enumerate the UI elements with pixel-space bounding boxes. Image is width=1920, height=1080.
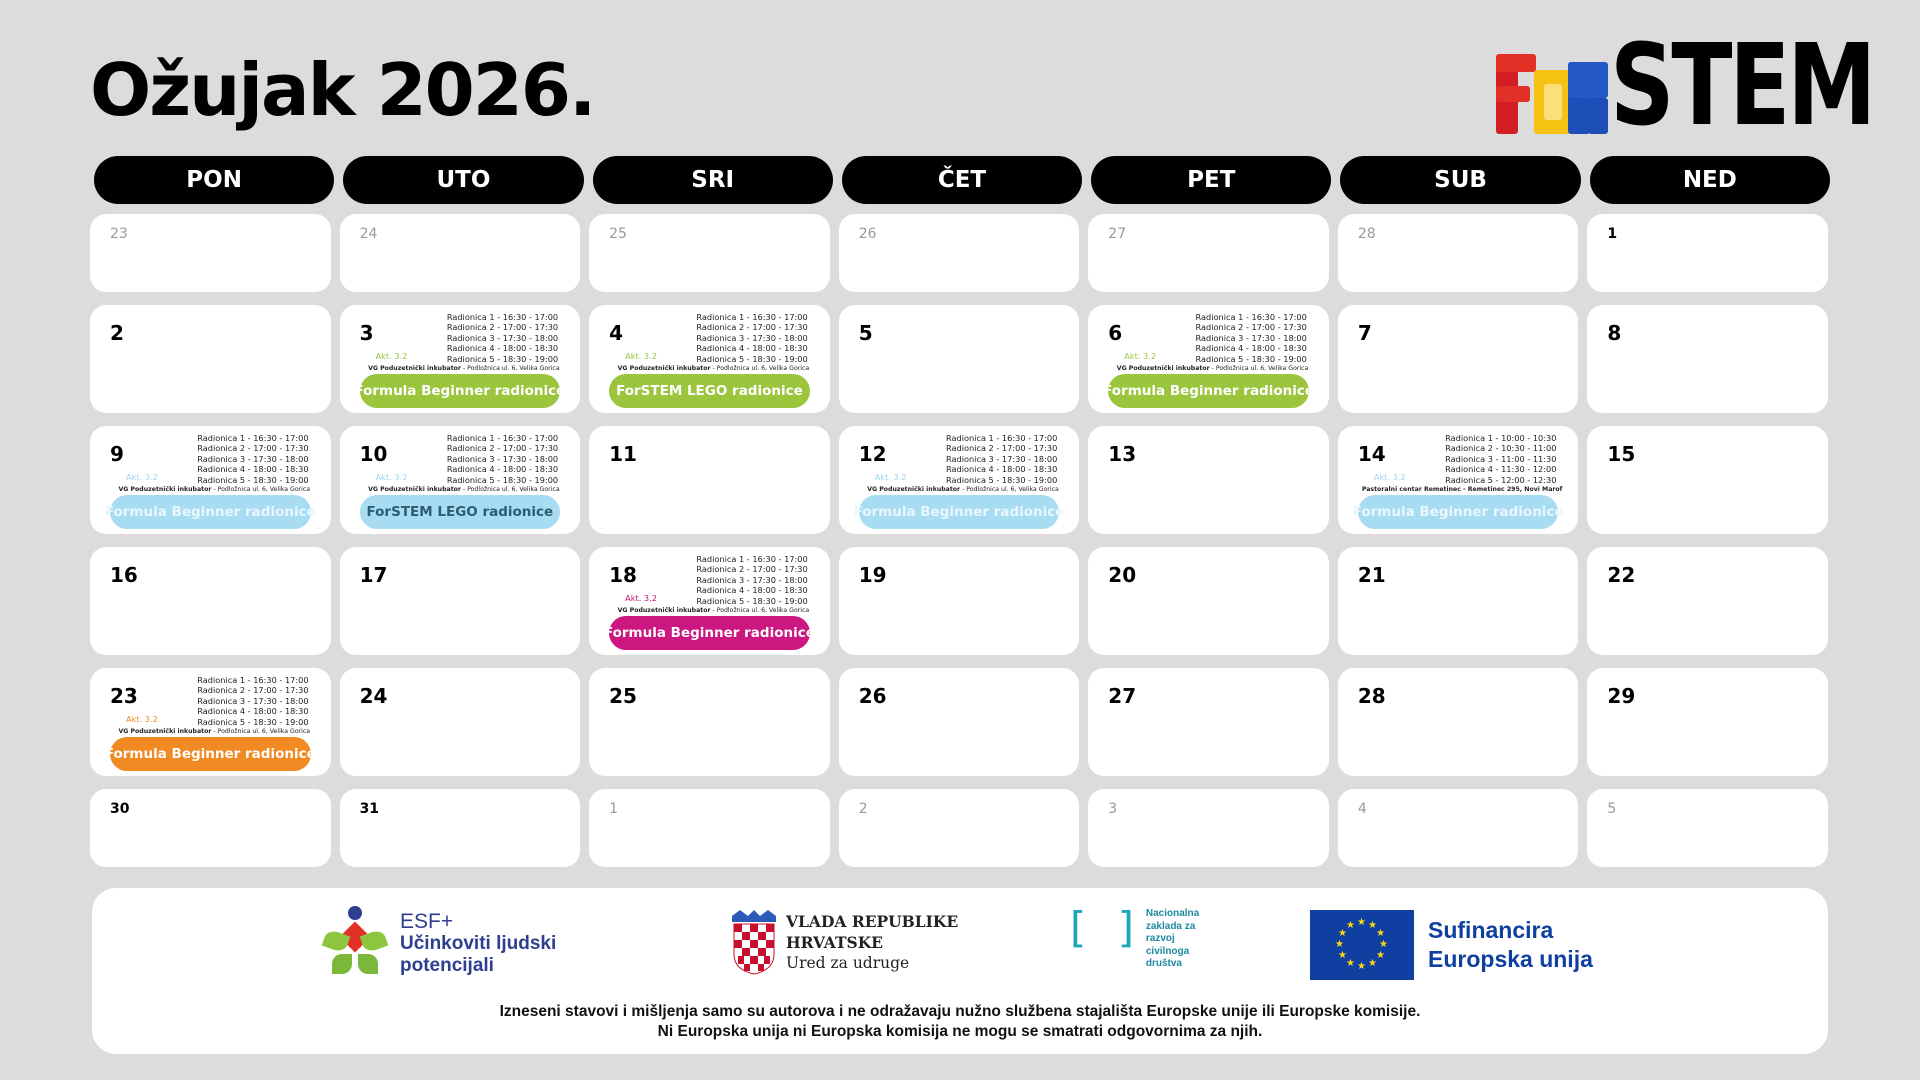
- location-address: - Podložnica ul. 6, Velika Gorica: [460, 365, 560, 372]
- day-number: 3: [359, 321, 374, 345]
- day-number: 16: [110, 563, 138, 587]
- location-name: VG Poduzetnički inkubator: [1116, 365, 1210, 372]
- location-address: - Podložnica ul. 6, Velika Gorica: [1209, 365, 1309, 372]
- schedule-line: Radionica 3 - 17:30 - 18:00: [197, 453, 309, 464]
- eu-star-icon: ★: [1337, 928, 1347, 939]
- location-address: - Podložnica ul. 6, Velika Gorica: [960, 486, 1059, 493]
- workshop-schedule: [696, 554, 807, 606]
- eu-star-icon: ★: [1335, 939, 1344, 950]
- day-cell[interactable]: [340, 305, 581, 413]
- esf-subtitle-1: Učinkoviti ljudski: [400, 933, 557, 954]
- event-location: [609, 365, 818, 372]
- day-cell[interactable]: [839, 789, 1080, 867]
- schedule-line: Radionica 4 - 18:00 - 18:30: [197, 706, 309, 717]
- nzr-line: zaklada za: [1145, 920, 1196, 932]
- day-number: 12: [858, 442, 887, 466]
- location-address: - Podložnica ul. 6, Velika Gorica: [710, 607, 810, 614]
- schedule-line: Radionica 5 - 18:30 - 19:00: [945, 474, 1058, 485]
- day-number: 15: [1607, 442, 1636, 466]
- activity-code: Akt. 3.2: [1373, 472, 1406, 482]
- day-cell[interactable]: [1088, 547, 1329, 655]
- schedule-line: Radionica 5 - 18:30 - 19:00: [446, 474, 559, 485]
- day-cell[interactable]: [1338, 305, 1579, 413]
- day-cell[interactable]: [589, 214, 830, 292]
- event-location: [859, 486, 1068, 493]
- weekday-header: NED: [1590, 156, 1830, 204]
- vlada-name-1: VLADA REPUBLIKE: [786, 911, 959, 931]
- day-cell[interactable]: [90, 789, 331, 867]
- schedule-line: Radionica 2 - 17:00 - 17:30: [446, 443, 559, 454]
- location-name: VG Poduzetnički inkubator: [867, 486, 961, 493]
- eu-star-icon: ★: [1346, 958, 1355, 970]
- vlada-office: Ured za udruge: [786, 953, 910, 972]
- day-number: 17: [359, 563, 388, 587]
- day-cell[interactable]: [1338, 789, 1579, 867]
- schedule-line: Radionica 4 - 18:00 - 18:30: [446, 464, 559, 475]
- location-address: - Podložnica ul. 6, Velika Gorica: [211, 728, 311, 735]
- event-pill[interactable]: ForSTEM LEGO radionice: [609, 374, 810, 408]
- location-name: VG Poduzetnički inkubator: [368, 365, 461, 372]
- day-number: 29: [1607, 684, 1636, 708]
- eu-cofunded-logo: [1310, 910, 1593, 980]
- schedule-line: Radionica 1 - 16:30 - 17:00: [1195, 312, 1307, 322]
- day-number: 3: [1108, 801, 1118, 817]
- schedule-line: Radionica 3 - 17:30 - 18:00: [1195, 332, 1307, 343]
- vlada-name-2: HRVATSKE: [786, 932, 883, 952]
- activity-code: Akt. 3.2: [375, 472, 408, 482]
- weekday-header: ČET: [842, 156, 1082, 204]
- schedule-line: Radionica 4 - 18:00 - 18:30: [696, 585, 808, 596]
- activity-code: Akt. 3.2: [874, 472, 907, 482]
- event-pill[interactable]: Formula Beginner radionice: [1358, 495, 1559, 529]
- event-location: [110, 728, 319, 735]
- event-pill[interactable]: Formula Beginner radionice: [859, 495, 1060, 529]
- day-number: 14: [1357, 442, 1386, 466]
- schedule-line: Radionica 5 - 18:30 - 19:00: [1195, 353, 1307, 364]
- event-location: [1108, 365, 1317, 372]
- workshop-schedule: [696, 312, 807, 364]
- schedule-line: Radionica 1 - 16:30 - 17:00: [197, 433, 309, 443]
- schedule-line: Radionica 2 - 17:00 - 17:30: [696, 564, 808, 575]
- schedule-line: Radionica 5 - 18:30 - 19:00: [696, 353, 808, 364]
- workshop-schedule: [1445, 433, 1556, 485]
- schedule-line: Radionica 1 - 16:30 - 17:00: [696, 312, 808, 322]
- day-cell[interactable]: [1587, 789, 1828, 867]
- day-cell[interactable]: [589, 426, 830, 534]
- schedule-line: Radionica 3 - 17:30 - 18:00: [446, 332, 559, 343]
- day-cell[interactable]: [1587, 547, 1828, 655]
- nzr-line: Nacionalna: [1145, 908, 1200, 919]
- schedule-line: Radionica 5 - 18:30 - 19:00: [696, 595, 808, 606]
- location-name: VG Poduzetnički inkubator: [617, 607, 711, 614]
- schedule-line: Radionica 1 - 16:30 - 17:00: [446, 312, 559, 322]
- schedule-line: Radionica 4 - 11:30 - 12:00: [1445, 464, 1557, 475]
- schedule-line: Radionica 2 - 10:30 - 11:00: [1445, 443, 1557, 454]
- day-number: 25: [609, 226, 627, 242]
- activity-code: Akt. 3.2: [625, 593, 657, 603]
- disclaimer: [92, 1002, 1828, 1042]
- day-cell[interactable]: [1088, 789, 1329, 867]
- weekday-header: UTO: [343, 156, 583, 204]
- eu-union-label: Europska unija: [1428, 946, 1593, 972]
- day-cell[interactable]: [90, 214, 331, 292]
- disclaimer-line-1: Izneseni stavovi i mišljenja samo su autorova i ne odražavaju nužno službena stajališta Europske unije ili Europske komisije.: [499, 1003, 1421, 1020]
- day-number: 28: [1357, 226, 1376, 242]
- day-number: 7: [1357, 321, 1372, 345]
- event-location: [609, 607, 818, 614]
- schedule-line: Radionica 1 - 10:00 - 10:30: [1445, 433, 1557, 443]
- eu-flag-icon: [1310, 910, 1414, 980]
- day-number: 6: [1108, 321, 1123, 345]
- nzr-line: civilnoga: [1145, 945, 1190, 957]
- day-cell[interactable]: [839, 547, 1080, 655]
- funding-footer: [92, 888, 1828, 1054]
- schedule-line: Radionica 5 - 18:30 - 19:00: [446, 353, 559, 364]
- esf-logo: [322, 906, 556, 982]
- day-cell[interactable]: [90, 668, 331, 776]
- weekday-header: SRI: [593, 156, 833, 204]
- day-number: 9: [110, 442, 124, 466]
- day-number: 26: [858, 684, 887, 708]
- event-location: [360, 365, 569, 372]
- day-cell[interactable]: [839, 305, 1080, 413]
- activity-code: Akt. 3.2: [1124, 351, 1157, 361]
- day-number: 27: [1108, 226, 1127, 242]
- workshop-schedule: [197, 675, 308, 727]
- page-title: Ožujak 2026.: [90, 48, 595, 132]
- schedule-line: Radionica 4 - 18:00 - 18:30: [1195, 343, 1307, 354]
- location-name: VG Poduzetnički inkubator: [118, 486, 212, 493]
- schedule-line: Radionica 4 - 18:00 - 18:30: [696, 343, 808, 354]
- day-number: 2: [858, 801, 868, 817]
- eu-star-icon: ★: [1357, 961, 1366, 972]
- forstem-logo: [1496, 21, 1920, 151]
- day-cell[interactable]: [1338, 547, 1579, 655]
- day-number: 5: [858, 321, 873, 345]
- schedule-line: Radionica 4 - 18:00 - 18:30: [945, 464, 1058, 475]
- day-number: 13: [1108, 442, 1137, 466]
- workshop-schedule: [197, 433, 308, 485]
- bracket-icon: [ ]: [1064, 903, 1140, 952]
- schedule-line: Radionica 1 - 16:30 - 17:00: [696, 554, 808, 564]
- day-number: 25: [609, 684, 637, 708]
- event-pill[interactable]: Formula Beginner radionice: [609, 616, 810, 650]
- weekday-header: SUB: [1340, 156, 1580, 204]
- day-cell[interactable]: [1338, 426, 1579, 534]
- schedule-line: Radionica 2 - 17:00 - 17:30: [1195, 322, 1307, 333]
- location-name: VG Poduzetnički inkubator: [617, 365, 711, 372]
- schedule-line: Radionica 2 - 17:00 - 17:30: [446, 322, 559, 333]
- day-cell[interactable]: [839, 426, 1080, 534]
- day-number: 1: [1607, 226, 1618, 242]
- day-cell[interactable]: [1587, 668, 1828, 776]
- disclaimer-line-2: Ni Europska unija ni Europska komisija ne mogu se smatrati odgovornima za njih.: [657, 1023, 1263, 1040]
- day-number: 4: [609, 321, 624, 345]
- day-number: 23: [110, 226, 128, 242]
- workshop-schedule: [1196, 312, 1307, 364]
- schedule-line: Radionica 5 - 12:00 - 12:30: [1445, 474, 1557, 485]
- location-address: - Podložnica ul. 6, Velika Gorica: [211, 486, 311, 493]
- weekday-header-row: [94, 156, 1830, 204]
- schedule-line: Radionica 2 - 17:00 - 17:30: [696, 322, 808, 333]
- day-number: 19: [858, 563, 887, 587]
- esf-title: ESF+: [400, 910, 454, 933]
- schedule-line: Radionica 3 - 17:30 - 18:00: [945, 453, 1058, 464]
- event-location: [360, 486, 569, 493]
- event-location: [1358, 486, 1567, 493]
- calendar-grid: [90, 214, 1828, 867]
- esf-subtitle-2: potencijali: [400, 955, 494, 976]
- day-number: 4: [1357, 801, 1367, 817]
- location-address: - Podložnica ul. 6, Velika Gorica: [710, 365, 810, 372]
- nzr-line: razvoj: [1145, 933, 1175, 944]
- location-address: - Podložnica ul. 6, Velika Gorica: [460, 486, 560, 493]
- nzr-logo: [1064, 903, 1200, 971]
- activity-code: Akt. 3.2: [126, 472, 158, 482]
- eu-star-icon: ★: [1337, 950, 1347, 961]
- schedule-line: Radionica 1 - 16:30 - 17:00: [446, 433, 559, 443]
- event-pill[interactable]: Formula Beginner radionice: [1108, 374, 1309, 408]
- day-cell[interactable]: [90, 547, 331, 655]
- schedule-line: Radionica 5 - 18:30 - 19:00: [197, 716, 309, 727]
- event-pill[interactable]: Formula Beginner radionice: [110, 737, 311, 771]
- day-number: 24: [359, 684, 388, 708]
- day-cell[interactable]: [340, 426, 581, 534]
- day-number: 30: [110, 801, 130, 817]
- day-number: 23: [110, 684, 138, 708]
- day-number: 1: [609, 801, 619, 817]
- day-cell[interactable]: [340, 668, 581, 776]
- day-number: 2: [110, 321, 124, 345]
- day-number: 24: [359, 226, 378, 242]
- day-cell[interactable]: [1587, 214, 1828, 292]
- day-number: 28: [1357, 684, 1386, 708]
- day-cell[interactable]: [90, 426, 331, 534]
- day-cell[interactable]: [1587, 305, 1828, 413]
- day-cell[interactable]: [340, 789, 581, 867]
- nzr-line: društva: [1145, 958, 1182, 969]
- eu-star-icon: ★: [1376, 950, 1386, 961]
- schedule-line: Radionica 3 - 17:30 - 18:00: [197, 695, 309, 706]
- day-cell[interactable]: [839, 214, 1080, 292]
- eu-star-icon: ★: [1379, 939, 1388, 950]
- day-cell[interactable]: [589, 305, 830, 413]
- day-cell[interactable]: [1088, 668, 1329, 776]
- event-pill[interactable]: Formula Beginner radionice: [360, 374, 561, 408]
- day-number: 21: [1357, 563, 1386, 587]
- day-cell[interactable]: [839, 668, 1080, 776]
- croatian-coat-of-arms-icon: [730, 908, 778, 976]
- day-number: 11: [609, 442, 637, 466]
- location-name: VG Poduzetnički inkubator: [118, 728, 212, 735]
- schedule-line: Radionica 1 - 16:30 - 17:00: [197, 675, 309, 685]
- location-name: VG Poduzetnički inkubator: [368, 486, 461, 493]
- day-number: 8: [1607, 321, 1622, 345]
- eu-star-icon: ★: [1346, 919, 1355, 931]
- workshop-schedule: [946, 433, 1057, 485]
- schedule-line: Radionica 2 - 17:00 - 17:30: [197, 443, 309, 454]
- schedule-line: Radionica 3 - 17:30 - 18:00: [696, 574, 808, 585]
- day-number: 20: [1108, 563, 1137, 587]
- schedule-line: Radionica 2 - 17:00 - 17:30: [197, 685, 309, 696]
- workshop-schedule: [447, 433, 558, 485]
- day-cell[interactable]: [589, 789, 830, 867]
- day-number: 26: [858, 226, 877, 242]
- schedule-line: Radionica 3 - 11:00 - 11:30: [1445, 453, 1557, 464]
- day-cell[interactable]: [589, 668, 830, 776]
- vlada-logo: [730, 908, 958, 976]
- day-cell[interactable]: [1587, 426, 1828, 534]
- schedule-line: Radionica 5 - 18:30 - 19:00: [197, 474, 309, 485]
- day-number: 27: [1108, 684, 1137, 708]
- workshop-schedule: [447, 312, 558, 364]
- day-cell[interactable]: [1088, 426, 1329, 534]
- activity-code: Akt. 3.2: [375, 351, 408, 361]
- location-name: Pastoralni centar Remetinec - Remetinec 295, Novi Marof: [1361, 486, 1563, 493]
- day-cell[interactable]: [90, 305, 331, 413]
- event-location: [110, 486, 319, 493]
- logo-wordmark: STEM: [1610, 21, 1874, 151]
- eu-cofunded-label: Sufinancira: [1428, 917, 1554, 943]
- day-number: 5: [1607, 801, 1617, 817]
- weekday-header: PON: [94, 156, 334, 204]
- schedule-line: Radionica 2 - 17:00 - 17:30: [945, 443, 1058, 454]
- day-cell[interactable]: [340, 547, 581, 655]
- activity-code: Akt. 3.2: [126, 714, 158, 724]
- day-cell[interactable]: [1338, 214, 1579, 292]
- activity-code: Akt. 3.2: [625, 351, 657, 361]
- weekday-header: PET: [1091, 156, 1331, 204]
- schedule-line: Radionica 4 - 18:00 - 18:30: [197, 464, 309, 475]
- event-pill[interactable]: ForSTEM LEGO radionice: [360, 495, 561, 529]
- day-number: 22: [1607, 563, 1636, 587]
- schedule-line: Radionica 1 - 16:30 - 17:00: [945, 433, 1058, 443]
- day-cell[interactable]: [1088, 305, 1329, 413]
- event-pill[interactable]: Formula Beginner radionice: [110, 495, 311, 529]
- day-cell[interactable]: [340, 214, 581, 292]
- schedule-line: Radionica 3 - 17:30 - 18:00: [696, 332, 808, 343]
- eu-star-icon: ★: [1368, 919, 1377, 931]
- day-cell[interactable]: [1338, 668, 1579, 776]
- day-number: 18: [609, 563, 637, 587]
- eu-star-icon: ★: [1368, 958, 1377, 970]
- lego-letters-icon: [1496, 34, 1608, 134]
- eu-star-icon: ★: [1376, 928, 1386, 939]
- day-cell[interactable]: [589, 547, 830, 655]
- eu-star-icon: ★: [1357, 917, 1366, 928]
- day-cell[interactable]: [1088, 214, 1329, 292]
- schedule-line: Radionica 4 - 18:00 - 18:30: [446, 343, 559, 354]
- schedule-line: Radionica 3 - 17:30 - 18:00: [446, 453, 559, 464]
- day-number: 10: [359, 442, 388, 466]
- esf-flower-icon: [322, 906, 392, 982]
- day-number: 31: [359, 801, 380, 817]
